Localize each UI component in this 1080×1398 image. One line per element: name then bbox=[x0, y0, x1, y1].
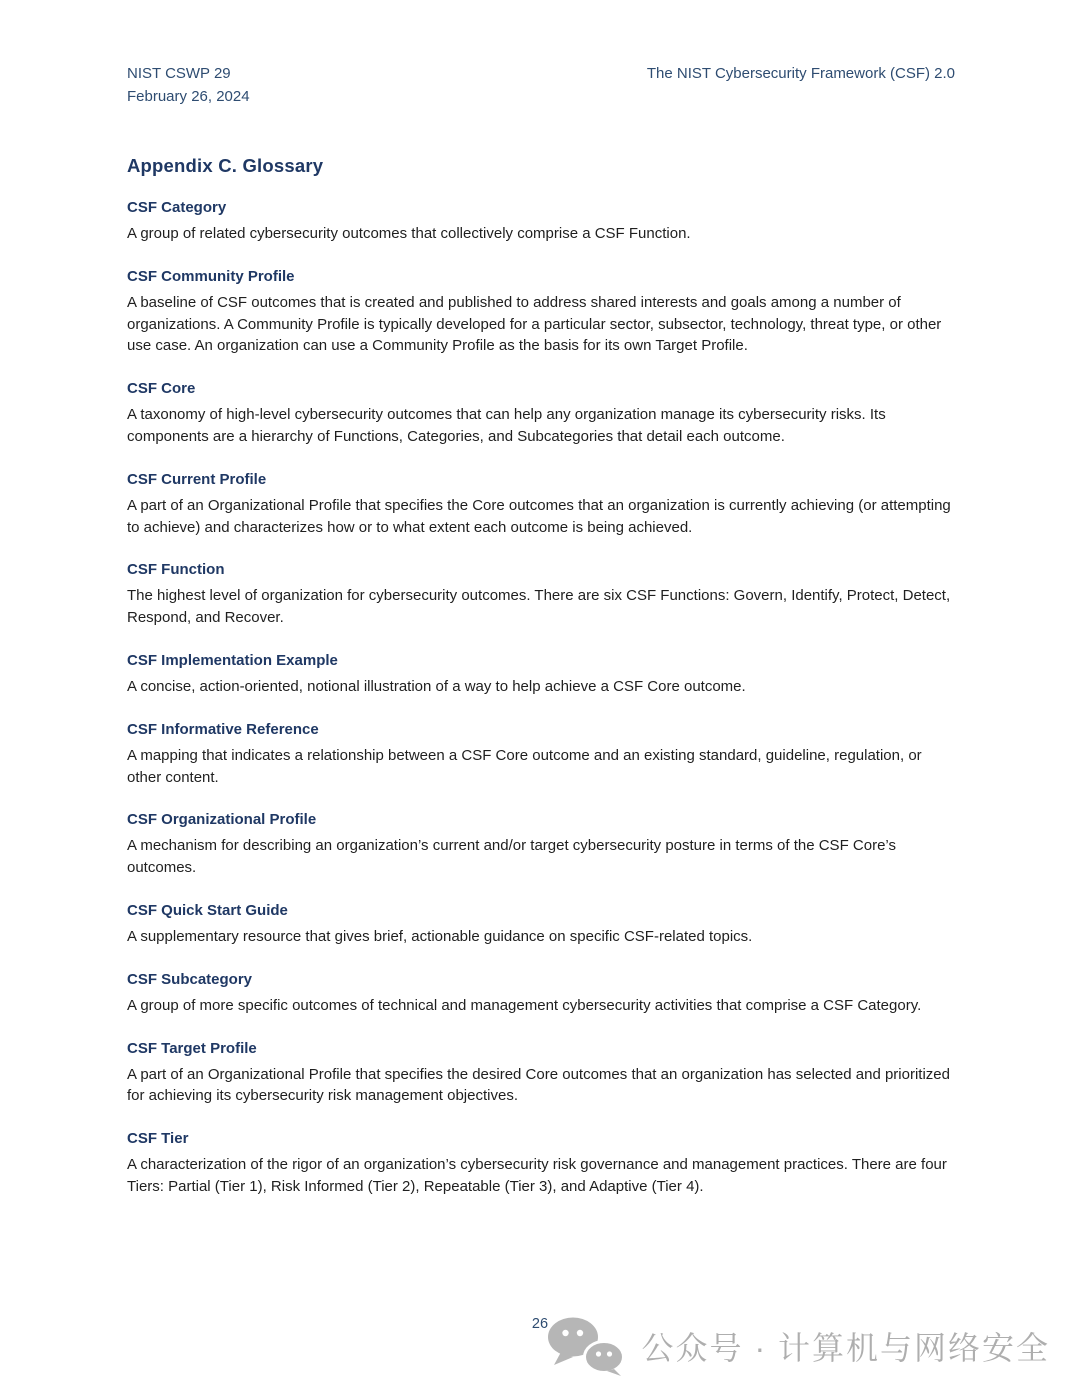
glossary-list bbox=[127, 198, 955, 1198]
entry-term: CSF Community Profile bbox=[127, 267, 295, 285]
entry-term: CSF Implementation Example bbox=[127, 651, 338, 669]
glossary-entry bbox=[127, 267, 955, 357]
entry-definition: A concise, action-oriented, notional illustration of a way to help achieve a CSF Core outcome. bbox=[127, 677, 746, 695]
entry-definition: A mechanism for describing an organization’s current and/or target cybersecurity posture in terms of the CSF Core’s outcomes. bbox=[127, 837, 896, 877]
wechat-icon bbox=[546, 1316, 628, 1376]
entry-definition: A group of related cybersecurity outcomes that collectively comprise a CSF Function. bbox=[127, 225, 691, 242]
entry-definition: A taxonomy of high-level cybersecurity outcomes that can help any organization manage its cybersecurity risks. Its components are a hierarchy of Functions, Categories, and Subcategories that detail each outcome. bbox=[127, 406, 886, 445]
entry-term: CSF Current Profile bbox=[127, 470, 267, 488]
entry-definition: The highest level of organization for cybersecurity outcomes. There are six CSF Functions: Govern, Identify, Protect, Detect, Respond, and Recover. bbox=[127, 587, 951, 627]
doc-date: February 26, 2024 bbox=[127, 88, 250, 105]
entry-term: CSF Informative Reference bbox=[127, 720, 319, 738]
entry-definition: A mapping that indicates a relationship between a CSF Core outcome and an existing standard, guideline, regulation, or other content. bbox=[127, 746, 922, 786]
entry-definition: A supplementary resource that gives brief, actionable guidance on specific CSF-related topics. bbox=[127, 927, 753, 945]
glossary-entry bbox=[127, 720, 955, 789]
glossary-entry bbox=[127, 1129, 955, 1198]
glossary-entry bbox=[127, 901, 955, 948]
glossary-entry bbox=[127, 379, 955, 448]
glossary-entry bbox=[127, 810, 955, 879]
glossary-entry bbox=[127, 1039, 955, 1108]
glossary-entry bbox=[127, 470, 955, 539]
entry-term: CSF Quick Start Guide bbox=[127, 901, 288, 919]
page-content bbox=[127, 62, 955, 1220]
entry-definition: A characterization of the rigor of an organization’s cybersecurity risk governance and management practices. There are four Tiers: Partial (Tier 1), Risk Informed (Tier 2), Repeatable (Tier 3), and Adaptive (Tier 4). bbox=[127, 1156, 947, 1195]
entry-term: CSF Function bbox=[127, 561, 225, 579]
doc-header-right bbox=[647, 62, 955, 85]
page-title: Appendix C. Glossary bbox=[127, 155, 324, 176]
entry-term: CSF Category bbox=[127, 199, 227, 216]
entry-term: CSF Tier bbox=[127, 1130, 189, 1148]
entry-term: CSF Subcategory bbox=[127, 970, 253, 988]
watermark-text: 公众号 · 计算机与网络安全 bbox=[641, 1330, 1050, 1366]
glossary-entry bbox=[127, 198, 955, 245]
entry-definition: A part of an Organizational Profile that specifies the Core outcomes that an organization is currently achieving (or attempting to achieve) and characterizes how or to what extent each outcome is being achieved. bbox=[127, 496, 951, 536]
doc-header-left bbox=[127, 62, 250, 108]
entry-definition: A group of more specific outcomes of technical and management cybersecurity activities that comprise a CSF Category. bbox=[127, 996, 922, 1014]
entry-term: CSF Organizational Profile bbox=[127, 811, 317, 829]
glossary-entry bbox=[127, 560, 955, 629]
doc-id: NIST CSWP 29 bbox=[127, 65, 231, 82]
page-number: 26 bbox=[531, 1316, 549, 1332]
watermark bbox=[546, 1316, 1050, 1376]
entry-definition: A part of an Organizational Profile that specifies the desired Core outcomes that an organization has selected and prioritized for achieving its cybersecurity risk management objectives. bbox=[127, 1065, 950, 1105]
glossary-entry bbox=[127, 970, 955, 1017]
entry-definition: A baseline of CSF outcomes that is created and published to address shared interests and goals among a number of organizations. A Community Profile is typically developed for a particular sector, subsector, technology, threat type, or other use case. An organization can use a Community Profile as the basis for its own Target Profile. bbox=[127, 293, 942, 355]
glossary-entry bbox=[127, 651, 955, 698]
doc-header bbox=[127, 62, 955, 108]
entry-term: CSF Core bbox=[127, 380, 196, 398]
doc-header-title: The NIST Cybersecurity Framework (CSF) 2.0 bbox=[646, 65, 955, 82]
entry-term: CSF Target Profile bbox=[127, 1039, 257, 1057]
